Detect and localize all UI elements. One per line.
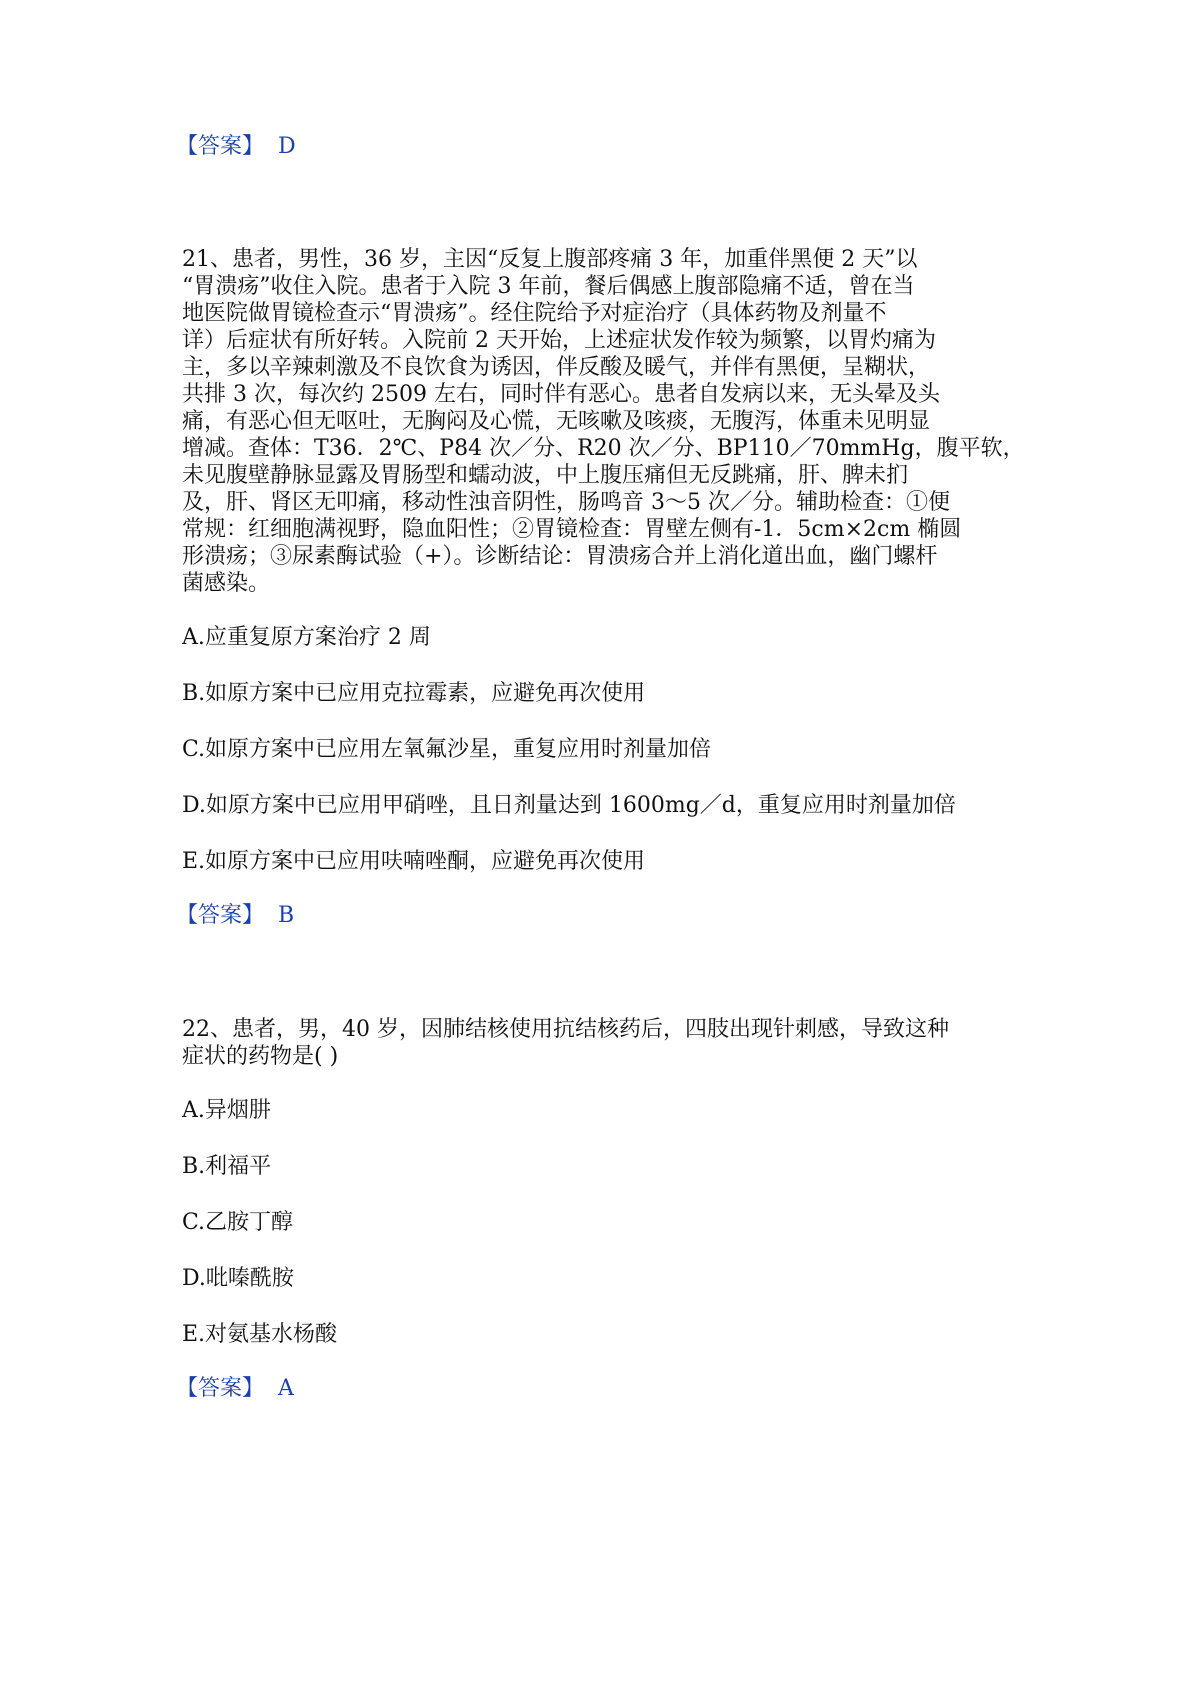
question-text-line: 形溃疡；③尿素酶试验（+）。诊断结论：胃溃疡合并上消化道出血，幽门螺杆 (182, 544, 938, 569)
option-a: A.应重复原方案治疗 2 周 (182, 625, 431, 650)
question-text-line: 主，多以辛辣刺激及不良饮食为诱因，伴反酸及暖气，并伴有黑便，呈糊状， (182, 355, 931, 380)
option-c: C.乙胺丁醇 (182, 1210, 294, 1235)
question-text-line: 症状的药物是( ) (182, 1044, 339, 1069)
question-text-line: 增减。查体：T36．2℃、P84 次／分、R20 次／分、BP110／70mmHg，腹平软， (182, 436, 1025, 461)
answer-label: 【答案】 (176, 1376, 265, 1401)
option-c: C.如原方案中已应用左氧氟沙星，重复应用时剂量加倍 (182, 737, 712, 762)
answer-label: 【答案】 (176, 903, 265, 928)
question-text-line: 共排 3 次，每次约 2509 左右，同时伴有恶心。患者自发病以来，无头晕及头 (182, 382, 940, 407)
option-e: E.对氨基水杨酸 (182, 1322, 338, 1347)
question-text-line: 详）后症状有所好转。入院前 2 天开始，上述症状发作较为频繁，以胃灼痛为 (182, 328, 936, 353)
answer-line-q22 (176, 1375, 294, 1403)
question-text-line: 菌感染。 (182, 571, 271, 596)
answer-label: 【答案】 (176, 134, 265, 159)
option-e: E.如原方案中已应用呋喃唑酮，应避免再次使用 (182, 849, 646, 874)
option-b: B.利福平 (182, 1154, 272, 1179)
question-text-line: 22、患者，男，40 岁，因肺结核使用抗结核药后，四肢出现针刺感，导致这种 (182, 1017, 949, 1042)
answer-line-q21 (176, 902, 294, 930)
option-d: D.如原方案中已应用甲硝唑，且日剂量达到 1600mg／d，重复应用时剂量加倍 (182, 793, 956, 818)
answer-value: A (278, 1376, 294, 1401)
answer-value: D (278, 134, 296, 159)
question-text-line: 痛，有恶心但无呕吐，无胸闷及心慌，无咳嗽及咳痰，无腹泻，体重未见明显 (182, 409, 931, 434)
document-page (176, 0, 1025, 1684)
option-a: A.异烟肼 (182, 1098, 271, 1123)
question-text-line: “胃溃疡”收住入院。患者于入院 3 年前，餐后偶感上腹部隐痛不适，曾在当 (182, 274, 915, 299)
question-text-line: 地医院做胃镜检查示“胃溃疡”。经住院给予对症治疗（具体药物及剂量不 (182, 301, 887, 326)
question-text-line: 常规：红细胞满视野，隐血阳性；②胃镜检查：胃壁左侧有-1．5cm×2cm 椭圆 (182, 517, 962, 542)
option-d: D.吡嗪酰胺 (182, 1266, 294, 1291)
answer-line-top (176, 133, 296, 161)
option-b: B.如原方案中已应用克拉霉素，应避免再次使用 (182, 681, 646, 706)
question-text-line: 及，肝、肾区无叩痛，移动性浊音阴性，肠鸣音 3～5 次／分。辅助检查：①便 (182, 490, 950, 515)
question-text-line: 未见腹壁静脉显露及胃肠型和蠕动波，中上腹压痛但无反跳痛，肝、脾未扪 (182, 463, 909, 488)
question-text-line: 21、患者，男性，36 岁，主因“反复上腹部疼痛 3 年，加重伴黑便 2 天”以 (182, 247, 918, 272)
answer-value: B (278, 903, 295, 928)
